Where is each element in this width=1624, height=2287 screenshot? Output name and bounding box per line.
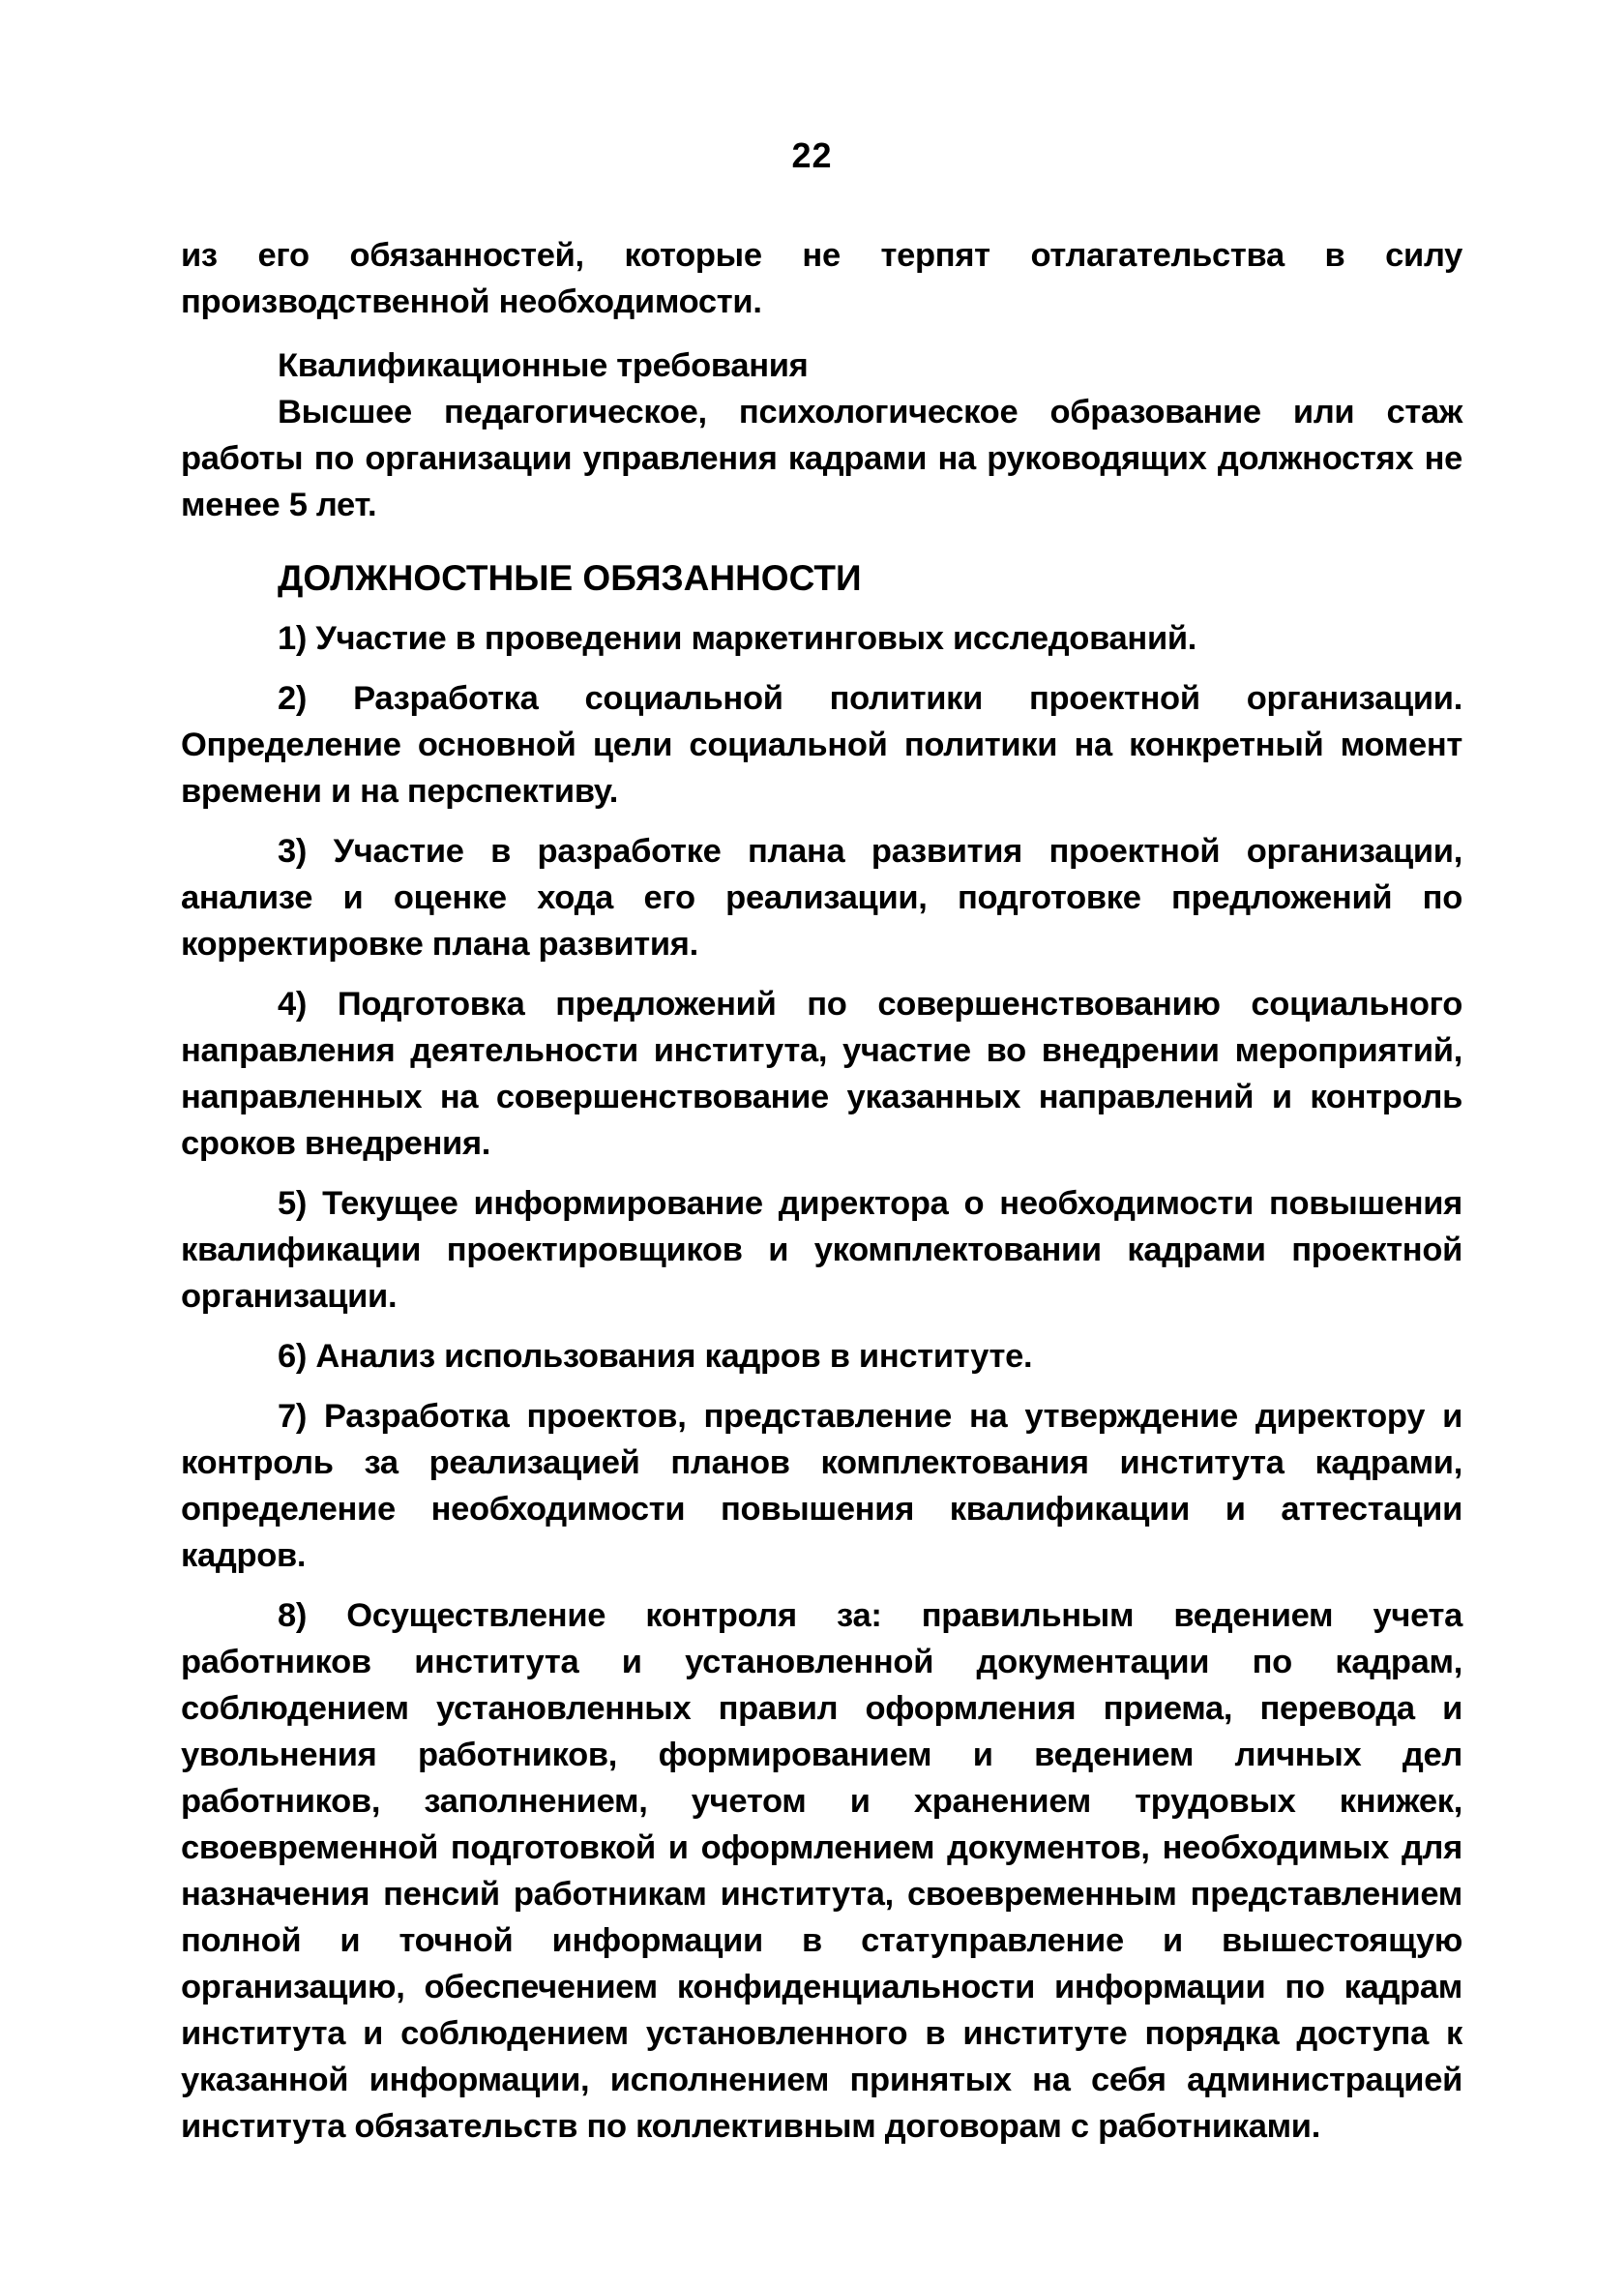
duty-text: Участие в проведении маркетинговых исследований. — [315, 620, 1197, 657]
duty-label: 4) — [278, 986, 308, 1023]
duty-label: 1) — [278, 620, 308, 657]
duty-label: 6) — [278, 1338, 308, 1375]
page-number: 22 — [791, 135, 833, 175]
duty-text: Анализ использования кадров в институте. — [315, 1338, 1033, 1375]
duty-item-5 — [181, 1180, 1462, 1320]
duty-item-1 — [181, 615, 1462, 662]
duty-item-8 — [181, 1592, 1462, 2150]
duty-label: 8) — [278, 1597, 308, 1634]
duty-label: 3) — [278, 833, 308, 870]
duty-label: 5) — [278, 1185, 308, 1222]
duty-item-4 — [181, 981, 1462, 1167]
duty-label: 7) — [278, 1398, 308, 1435]
duties-list — [181, 615, 1462, 2150]
duty-item-6 — [181, 1333, 1462, 1380]
duty-text: Подготовка предложений по совершенствованию социального направления деятельности института, участие во внедрении мероприятий, направленных на совершенствование указанных направлений и контроль сроков внедрения. — [181, 986, 1462, 1162]
duty-item-7 — [181, 1393, 1462, 1579]
duty-text: Участие в разработке плана развития проектной организации, анализе и оценке хода его реализации, подготовке предложений по корректировке плана развития. — [181, 833, 1462, 963]
duties-heading: ДОЛЖНОСТНЫЕ ОБЯЗАННОСТИ — [278, 558, 862, 598]
duty-text: Осуществление контроля за: правильным ведением учета работников института и установленной документации по кадрам, соблюдением установленных правил оформления приема, перевода и увольнения работников, формированием и ведением личных дел работников, заполнением, учетом и хранением трудовых книжек, своевременной подготовкой и оформлением документов, необходимых для назначения пенсий работникам института, своевременным представлением полной и точной информации в статуправление и вышестоящую организацию, обеспечением конфиденциальности информации по кадрам института и соблюдением установленного в институте порядка доступа к указанной информации, исполнением принятых на себя администрацией института обязательств по коллективным договорам с работниками. — [181, 1597, 1462, 2145]
page-content — [181, 232, 1462, 2163]
duty-item-2 — [181, 675, 1462, 815]
qualification-heading: Квалификационные требования — [278, 347, 809, 384]
duty-item-3 — [181, 828, 1462, 967]
continuation-paragraph: из его обязанностей, которые не терпят отлагательства в силу производственной необходимости. — [181, 237, 1462, 320]
duty-text: Текущее информирование директора о необходимости повышения квалификации проектировщиков и укомплектовании кадрами проектной организации. — [181, 1185, 1462, 1315]
duty-label: 2) — [278, 680, 308, 717]
duty-text: Разработка социальной политики проектной организации. Определение основной цели социальной политики на конкретный момент времени и на перспективу. — [181, 680, 1462, 810]
qualification-text: Высшее педагогическое, психологическое образование или стаж работы по организации управления кадрами на руководящих должностях не менее 5 лет. — [181, 394, 1462, 523]
duty-text: Разработка проектов, представление на утверждение директору и контроль за реализацией планов комплектования института кадрами, определение необходимости повышения квалификации и аттестации кадров. — [181, 1398, 1462, 1574]
